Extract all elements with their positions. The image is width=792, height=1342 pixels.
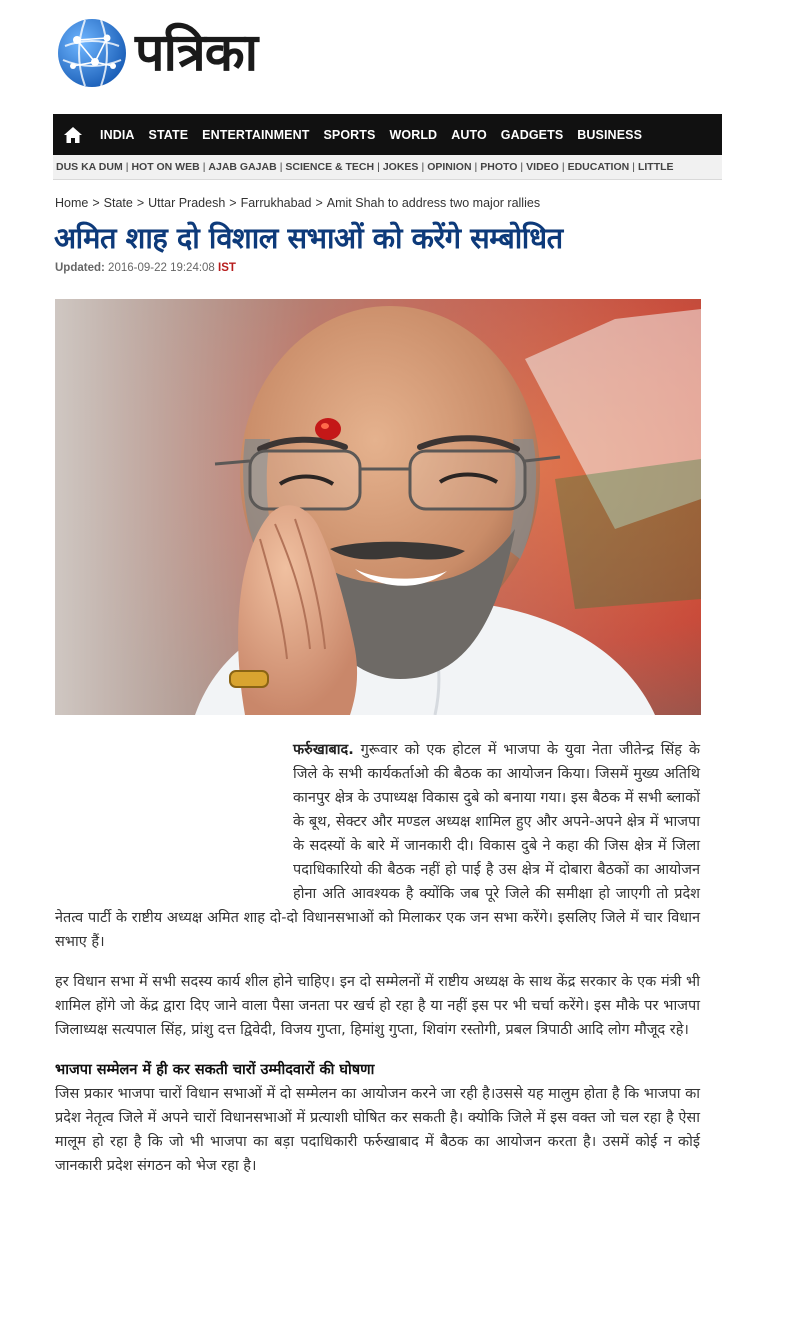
article-dateline: फर्रुखाबाद. [293, 742, 354, 758]
breadcrumb-current: Amit Shah to address two major rallies [326, 196, 541, 210]
logo-wordmark: पत्रिका [135, 23, 258, 83]
breadcrumb-separator: > [92, 196, 100, 210]
breadcrumb [55, 196, 540, 210]
subnav-item-dus-ka-dum[interactable]: DUS KA DUM [56, 161, 123, 173]
nav-home[interactable] [53, 114, 93, 155]
article-headline: अमित शाह दो विशाल सभाओं को करेंगे सम्बोधित [54, 221, 563, 255]
article-timestamp [55, 262, 236, 274]
subnav-item-science-tech[interactable]: SCIENCE & TECH [285, 161, 375, 173]
article-subheading: भाजपा सम्मेलन में ही कर सकती चारों उम्मीदवारों की घोषणा [55, 1062, 375, 1078]
breadcrumb-uttar-pradesh[interactable]: Uttar Pradesh [148, 196, 226, 210]
subnav-separator: | [561, 161, 565, 173]
subnav-separator: | [474, 161, 478, 173]
article-photo [55, 299, 701, 715]
subnav-item-jokes[interactable]: JOKES [382, 161, 419, 173]
article-float-spacer [55, 738, 293, 888]
globe-logo-icon [55, 16, 129, 90]
updated-label: Updated: [55, 262, 105, 274]
breadcrumb-separator: > [315, 196, 323, 210]
article-paragraph-3: जिस प्रकार भाजपा चारों विधान सभाओं में दो सम्मेलन का आयोजन करने जा रही है।उससे यह मालुम होता है कि भाजपा का प्रदेश नेतृत्व जिले में अपने चारों विधानसभाओं में प्रत्याशी घोषित कर सकती है। क्योकि जिले में इस वक्त जो चल रहा है ऐसा मालूम हो रहा है कि जो भी भाजपा का बड़ा पदाधिकारी फर्रुखाबाद में बैठक का आयोजन करता है। उसमें कोई न कोई जानकारी प्रदेश संगठन को भेज रहा है। [55, 1086, 700, 1174]
subnav-separator: | [202, 161, 206, 173]
nav-item-gadgets[interactable]: GADGETS [500, 127, 564, 142]
nav-item-state[interactable]: STATE [148, 127, 189, 142]
breadcrumb-separator: > [136, 196, 145, 210]
article-photo-image [55, 299, 701, 715]
subnav-item-hot-on-web[interactable]: HOT ON WEB [131, 161, 200, 173]
article-paragraph-1: गुरूवार को एक होटल में भाजपा के युवा नेता जीतेन्द्र सिंह के जिले के सभी कार्यकर्ताओ की बैठक का आयोजन किया। जिसमें मुख्य अतिथि कानपुर क्षेत्र के उपाध्यक्ष विकास दुबे को बनाया गया। इस बैठक में सभी ब्लाकों के बूथ, सेक्टर और मण्डल अध्यक्ष शामिल हुए और अपने-अपने क्षेत्र में भाजपा के सदस्यों के बारे में जानकारी दी। विकास दुबे ने कहा की जिस क्षेत्र में जिला पदाधिकारियो की बैठक नहीं हो पाई है उस क्षेत्र में दोबारा बैठकों का आयोजन होना अति आवश्यक है क्योंकि जब पूरे जिले की समीक्षा हो जाएगी तो प्रदेश नेतत्व पार्टी के राष्टीय अध्यक्ष अमित शाह दो-दो विधानसभाओं को मिलाकर एक जन सभा करेंगे। इसलिए जिले में चार विधान सभाए हैं। [55, 742, 700, 950]
nav-item-sports[interactable]: SPORTS [323, 127, 376, 142]
subnav-item-video[interactable]: VIDEO [526, 161, 559, 173]
subnav-separator: | [632, 161, 635, 173]
main-nav [53, 114, 722, 155]
home-icon [63, 126, 83, 144]
article-paragraph-2: हर विधान सभा में सभी सदस्य कार्य शील होने चाहिए। इन दो सम्मेलनों में राष्टीय अध्यक्ष के साथ केंद्र सरकार के एक मंत्री भी शामिल होंगे जो केंद्र द्वारा दिए जाने वाला पैसा जनता पर खर्च हो रहा है या नहीं इस पर भी चर्चा करेंगे। इस मौके पर भाजपा जिलाध्यक्ष सत्यपाल सिंह, प्रांशु दत्त द्विवेदी, विजय गुप्ता, हिमांशु गुप्ता, शिवांग रस्तोगी, प्रबल त्रिपाठी आदि लोग मौजूद रहे। [55, 974, 700, 1038]
nav-item-india[interactable]: INDIA [100, 127, 135, 142]
subnav-separator: | [520, 161, 524, 173]
nav-item-entertainment[interactable]: ENTERTAINMENT [202, 127, 310, 142]
subnav-separator: | [125, 161, 129, 173]
subnav-separator: | [377, 161, 380, 173]
nav-item-world[interactable]: WORLD [389, 127, 438, 142]
sub-nav [53, 155, 722, 180]
article-body [55, 738, 700, 1194]
site-logo[interactable] [55, 16, 257, 90]
subnav-separator: | [421, 161, 425, 173]
subnav-item-ajab-gajab[interactable]: AJAB GAJAB [208, 161, 277, 173]
breadcrumb-farrukhabad[interactable]: Farrukhabad [240, 196, 312, 210]
nav-item-business[interactable]: BUSINESS [577, 127, 643, 142]
subnav-item-opinion[interactable]: OPINION [427, 161, 472, 173]
subnav-item-photo[interactable]: PHOTO [480, 161, 518, 173]
timezone-label: IST [218, 262, 236, 274]
nav-item-auto[interactable]: AUTO [451, 127, 487, 142]
subnav-separator: | [279, 161, 283, 173]
updated-time: 2016-09-22 19:24:08 [108, 262, 215, 274]
subnav-item-little[interactable]: LITTLE [637, 161, 674, 173]
breadcrumb-home[interactable]: Home [55, 196, 89, 210]
breadcrumb-state[interactable]: State [103, 196, 133, 210]
breadcrumb-separator: > [229, 196, 237, 210]
subnav-item-education[interactable]: EDUCATION [567, 161, 630, 173]
